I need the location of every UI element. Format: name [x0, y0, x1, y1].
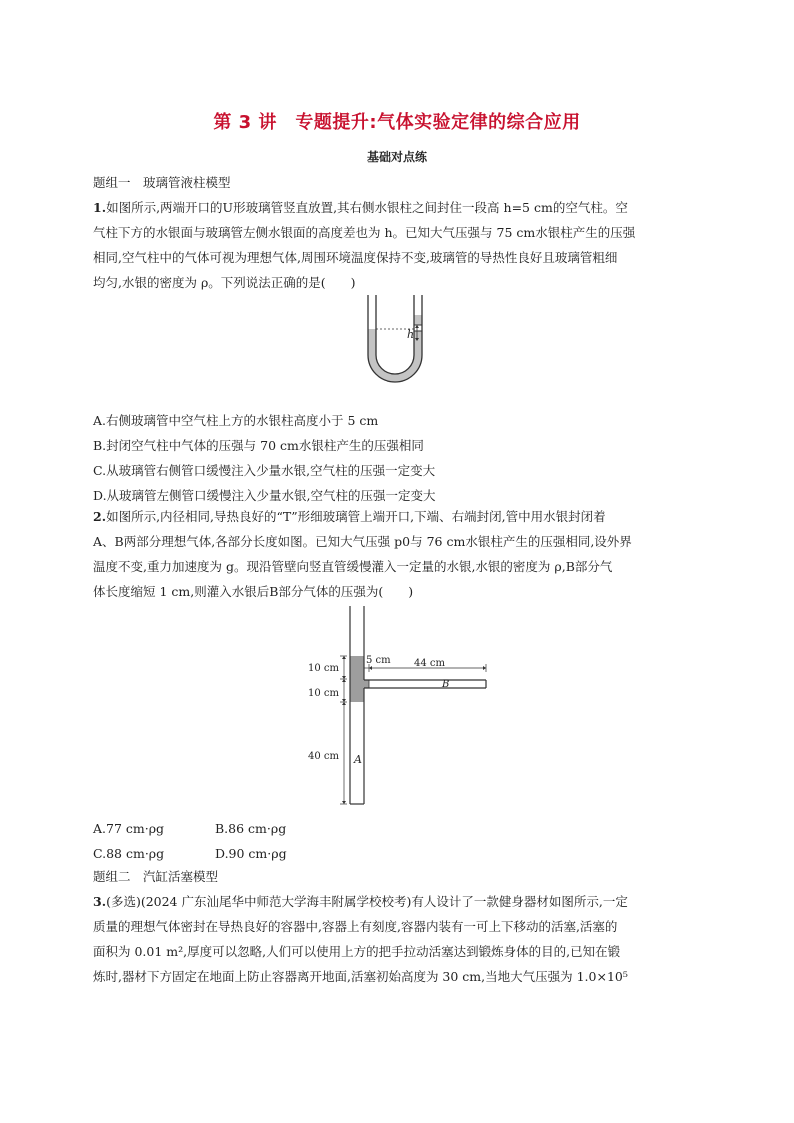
q3-line-1-text: (多选)(2024 广东汕尾华中师范大学海丰附属学校校考)有人设计了一款健身器材如图所示,一定 [106, 894, 628, 909]
question-3-block [93, 864, 703, 989]
q1-option-a: A.右侧玻璃管中空气柱上方的水银柱高度小于 5 cm [93, 413, 379, 428]
t-tube-figure [300, 606, 500, 808]
t-tube-label-mid: 10 cm [308, 688, 339, 699]
q3-line-2: 质量的理想气体密封在导热良好的容器中,容器上有刻度,容器内装有一可上下移动的活塞,活塞的 [93, 919, 618, 934]
q1-number: 1. [93, 200, 107, 215]
q1-option-c: C.从玻璃管右侧管口缓慢注入少量水银,空气柱的压强一定变大 [93, 463, 436, 478]
question-2-block [93, 504, 703, 604]
q2-number: 2. [93, 509, 107, 524]
q3-line-3: 面积为 0.01 m²,厚度可以忽略,人们可以使用上方的把手拉动活塞达到锻炼身体的目的,已知在锻 [93, 944, 621, 959]
question-1-block [93, 170, 703, 295]
q2-option-d: D.90 cm·ρg [215, 846, 287, 861]
q2-line-1-text: 如图所示,内径相同,导热良好的“T”形细玻璃管上端开口,下端、右端封闭,管中用水银封闭着 [106, 509, 606, 524]
lesson-title: 第 3 讲 专题提升:气体实验定律的综合应用 [213, 112, 581, 133]
q1-line-1 [93, 195, 703, 220]
t-tube-label-b: B [442, 679, 450, 690]
section-subtitle: 基础对点练 [366, 150, 427, 164]
group-2-heading: 题组二 汽缸活塞模型 [93, 869, 219, 884]
q1-line-3: 相同,空气柱中的气体可视为理想气体,周围环境温度保持不变,玻璃管的导热性良好且玻璃管粗细 [93, 250, 618, 265]
q3-line-1 [93, 889, 703, 914]
q1-line-4: 均匀,水银的密度为 ρ。下列说法正确的是( ) [93, 275, 356, 290]
q2-option-c: C.88 cm·ρg [93, 846, 165, 861]
u-tube-figure [355, 293, 435, 393]
q3-line-4: 炼时,器材下方固定在地面上防止容器离开地面,活塞初始高度为 30 cm,当地大气压强为 1.0×10⁵ [93, 969, 628, 984]
group-1-heading: 题组一 玻璃管液柱模型 [93, 175, 231, 190]
q2-line-2: A、B两部分理想气体,各部分长度如图。已知大气压强 p0与 76 cm水银柱产生的压强相同,设外界 [93, 534, 632, 549]
q1-option-d: D.从玻璃管左侧管口缓慢注入少量水银,空气柱的压强一定变大 [93, 488, 436, 503]
q2-line-4: 体长度缩短 1 cm,则灌入水银后B部分气体的压强为( ) [93, 584, 414, 599]
t-tube-mercury [350, 656, 364, 702]
u-tube-label-h: h [407, 328, 415, 341]
u-tube-mercury-top [414, 315, 422, 325]
q1-options [93, 408, 703, 508]
q2-options-row-1 [93, 816, 703, 841]
q1-line-1-text: 如图所示,两端开口的U形玻璃管竖直放置,其右侧水银柱之间封住一段高 h=5 cm的空气柱。空 [106, 200, 628, 215]
q3-number: 3. [93, 894, 107, 909]
q1-line-2: 气柱下方的水银面与玻璃管左侧水银面的高度差也为 h。已知大气压强与 75 cm水银柱产生的压强 [93, 225, 636, 240]
t-tube-label-top: 10 cm [308, 663, 339, 674]
t-tube-label-a: A [354, 753, 362, 766]
q2-option-a: A.77 cm·ρg [93, 821, 165, 836]
q2-line-3: 温度不变,重力加速度为 g。现沿管壁向竖直管缓慢灌入一定量的水银,水银的密度为 ρ,B部分气 [93, 559, 613, 574]
q2-line-1 [93, 504, 703, 529]
q2-option-b: B.86 cm·ρg [215, 821, 287, 836]
q2-options-row-2 [93, 841, 703, 866]
t-tube-label-arm: 44 cm [414, 658, 445, 669]
q1-option-b: B.封闭空气柱中气体的压强与 70 cm水银柱产生的压强相同 [93, 438, 424, 453]
t-tube-label-low: 40 cm [308, 751, 339, 762]
q2-options [93, 816, 703, 866]
t-tube-label-stub: 5 cm [366, 655, 391, 666]
